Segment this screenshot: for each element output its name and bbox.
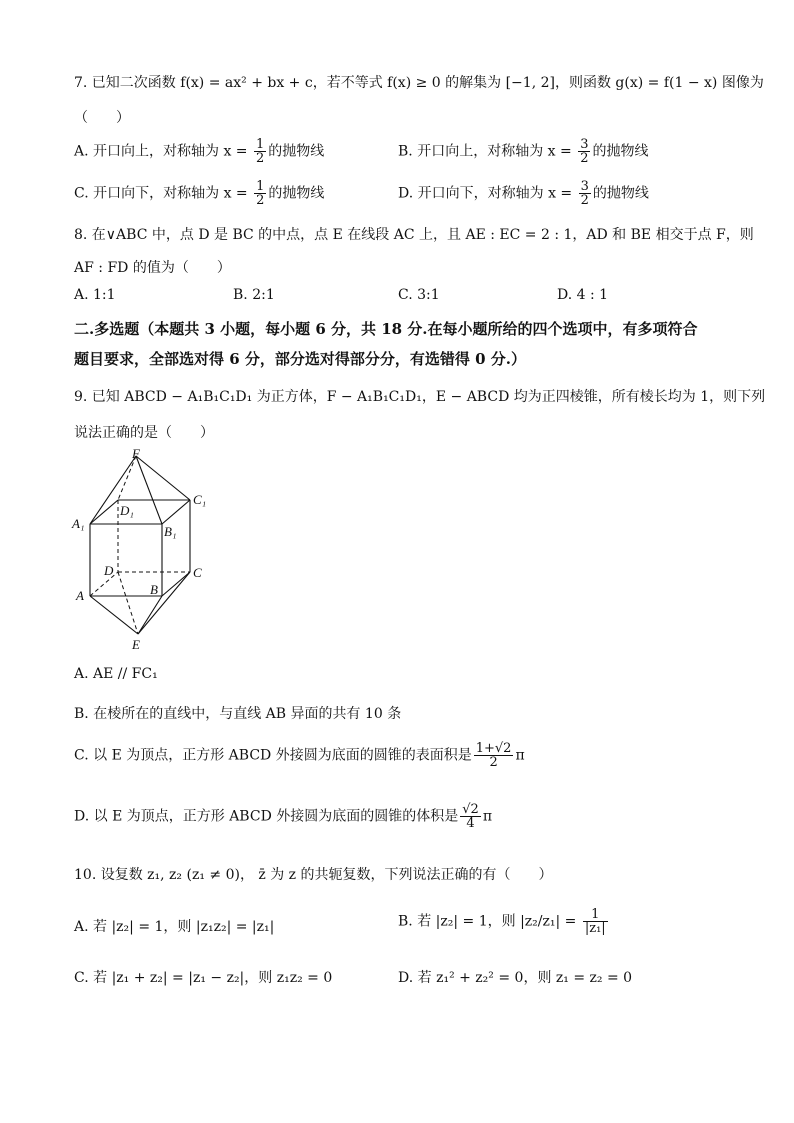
label-b: B <box>150 582 158 597</box>
q9-option-d: D. 以 E 为顶点，正方形 ABCD 外接圆为底面的圆锥的体积是 $\frac{√2}{4}$ π <box>74 802 493 831</box>
q9-option-a: A. AE // FC₁ <box>74 666 158 682</box>
q9-figure <box>70 446 220 654</box>
q10-option-a: A. 若 |z₂| = 1，则 |z₁z₂| = |z₁| <box>74 919 275 935</box>
q8-option-c: C. 3:1 <box>398 287 440 303</box>
q8-option-b: B. 2:1 <box>233 287 275 303</box>
q9-stem-line1: 9. 已知 ABCD − A₁B₁C₁D₁ 为正方体，F − A₁B₁C₁D₁，E − ABCD 均为正四棱锥，所有棱长均为 1，则下列 <box>74 389 766 405</box>
q7-option-c: C. 开口向下，对称轴为 x = $\frac{1}{2}$ 的抛物线 <box>74 179 325 208</box>
q7-option-a: A. 开口向上，对称轴为 x = $\frac{1}{2}$ 的抛物线 <box>74 137 325 166</box>
q8-option-a: A. 1:1 <box>74 287 116 303</box>
q10-option-d: D. 若 z₁² + z₂² = 0，则 z₁ = z₂ = 0 <box>398 970 633 986</box>
q10-option-b: B. 若 |z₂| = 1，则 |z₂/z₁| = $\frac{1}{\text{|z₁|}}$ <box>398 907 606 936</box>
edge-ec <box>138 572 190 634</box>
q7-paren: （ ） <box>74 110 130 126</box>
q8-option-d: D. 4 : 1 <box>557 287 609 303</box>
q7-stem: 7. 已知二次函数 f(x) = ax² + bx + c，若不等式 f(x) ≥ 0 的解集为 [−1, 2]，则函数 g(x) = f(1 − x) 图像为 <box>74 75 764 91</box>
q8-stem-line2: AF : FD 的值为（ ） <box>74 260 231 276</box>
q7-option-d: D. 开口向下，对称轴为 x = $\frac{3}{2}$ 的抛物线 <box>398 179 649 208</box>
q10-stem: 10. 设复数 z₁, z₂ (z₁ ≠ 0)， z̄ 为 z 的共轭复数，下列说法正确的有（ ） <box>74 867 553 883</box>
edge-ed <box>118 572 138 634</box>
q8-stem-line1: 8. 在∨ABC 中，点 D 是 BC 的中点，点 E 在线段 AC 上，且 AE : EC = 2 : 1，AD 和 BE 相交于点 F，则 <box>74 227 754 243</box>
section2-header-line1: 二.多选题（本题共 3 小题，每小题 6 分，共 18 分.在每小题所给的四个选项中，有多项符合 <box>74 320 698 338</box>
q9-option-b: B. 在棱所在的直线中，与直线 AB 异面的共有 10 条 <box>74 706 402 722</box>
label-a: A <box>76 588 84 603</box>
label-c1: C₁ <box>193 492 207 507</box>
q9-stem-line2: 说法正确的是（ ） <box>74 425 214 441</box>
edge-eb <box>138 596 162 634</box>
edge-ea <box>90 596 138 634</box>
section2-header-line2: 题目要求，全部选对得 6 分，部分选对得部分分，有选错得 0 分.） <box>74 350 526 368</box>
q9-option-c: C. 以 E 为顶点，正方形 ABCD 外接圆为底面的圆锥的表面积是 $\frac{1+√2}{2}$ π <box>74 741 525 770</box>
label-e: E <box>132 637 140 652</box>
label-a1: A₁ <box>72 516 85 531</box>
label-f: F <box>132 446 140 461</box>
edge-b1c1 <box>162 500 190 524</box>
q10-option-c: C. 若 |z₁ + z₂| = |z₁ − z₂|，则 z₁z₂ = 0 <box>74 970 333 986</box>
label-b1: B₁ <box>164 524 177 539</box>
q7-option-b: B. 开口向上，对称轴为 x = $\frac{3}{2}$ 的抛物线 <box>398 137 649 166</box>
label-d1: D₁ <box>120 503 134 518</box>
label-d: D <box>104 563 114 578</box>
edge-bc <box>162 572 190 596</box>
label-c: C <box>193 565 202 580</box>
